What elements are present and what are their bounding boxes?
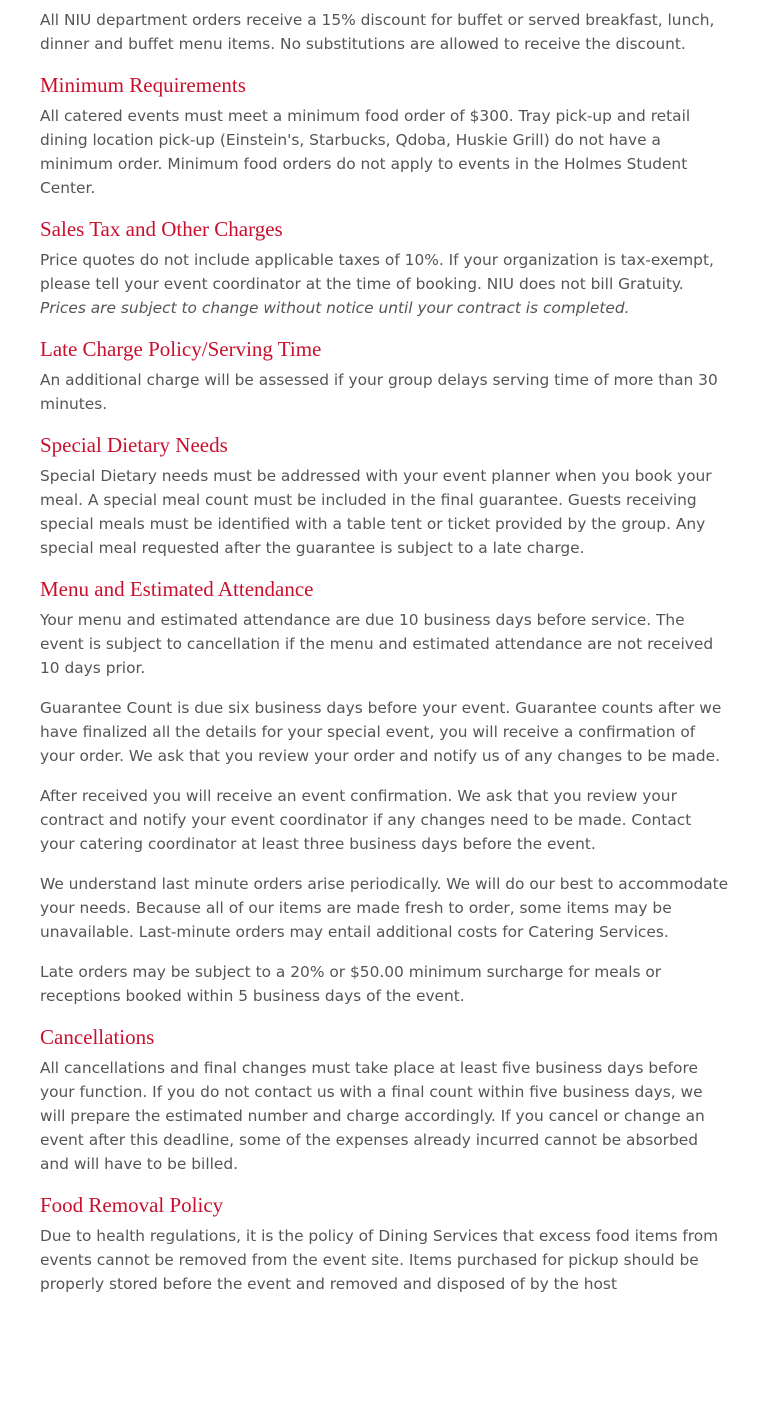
- menu-attendance-paragraph-5: Late orders may be subject to a 20% or $50.00 minimum surcharge for meals or receptions booked within 5 business days of the event.: [40, 963, 662, 1005]
- sales-tax-paragraph: [40, 248, 730, 320]
- food-removal-heading: Food Removal Policy: [40, 1193, 224, 1217]
- cancellations-heading: Cancellations: [40, 1025, 155, 1049]
- late-charge-heading: Late Charge Policy/Serving Time: [40, 337, 322, 361]
- menu-attendance-paragraph-2: Guarantee Count is due six business days before your event. Guarantee counts after we have finalized all the details for your special event, you will receive a confirmation of your order. We ask that you review your order and notify us of any changes to be made.: [40, 699, 722, 765]
- menu-attendance-paragraph-1: Your menu and estimated attendance are due 10 business days before service. The event is subject to cancellation if the menu and estimated attendance are not received 10 days prior.: [40, 611, 714, 677]
- cancellations-paragraph: All cancellations and final changes must take place at least five business days before your function. If you do not contact us with a final count within five business days, we will prepare the estimated number and charge accordingly. If you cancel or change an event after this deadline, some of the expenses already incurred cannot be absorbed and will have to be billed.: [40, 1059, 705, 1173]
- menu-attendance-paragraph-4: We understand last minute orders arise periodically. We will do our best to accommodate your needs. Because all of our items are made fresh to order, some items may be unavailable. Last-minute orders may entail additional costs for Catering Services.: [40, 875, 729, 941]
- late-charge-paragraph: An additional charge will be assessed if your group delays serving time of more than 30 minutes.: [40, 371, 718, 413]
- menu-attendance-heading: Menu and Estimated Attendance: [40, 577, 314, 601]
- menu-attendance-paragraph-3: After received you will receive an event confirmation. We ask that you review your contract and notify your event coordinator if any changes need to be made. Contact your catering coordinator at least three business days before the event.: [40, 787, 692, 853]
- special-dietary-heading: Special Dietary Needs: [40, 433, 228, 457]
- minimum-requirements-paragraph: All catered events must meet a minimum food order of $300. Tray pick-up and retail dining location pick-up (Einstein's, Starbucks, Qdoba, Huskie Grill) do not have a minimum order. Minimum food orders do not apply to events in the Holmes Student Center.: [40, 107, 691, 197]
- special-dietary-paragraph: Special Dietary needs must be addressed with your event planner when you book your meal. A special meal count must be included in the final guarantee. Guests receiving special meals must be identified with a table tent or ticket provided by the group. Any special meal requested after the guarantee is subject to a late charge.: [40, 467, 712, 557]
- policy-content: [40, 8, 730, 1312]
- food-removal-paragraph: Due to health regulations, it is the policy of Dining Services that excess food items from events cannot be removed from the event site. Items purchased for pickup should be properly stored before the event and removed and disposed of by the host: [40, 1227, 719, 1293]
- minimum-requirements-heading: Minimum Requirements: [40, 73, 246, 97]
- price-change-note: Prices are subject to change without notice until your contract is completed.: [40, 299, 630, 317]
- sales-tax-heading: Sales Tax and Other Charges: [40, 217, 283, 241]
- sales-tax-text: Price quotes do not include applicable taxes of 10%. If your organization is tax-exempt, please tell your event coordinator at the time of booking. NIU does not bill Gratuity.: [40, 251, 714, 293]
- discount-paragraph: All NIU department orders receive a 15% discount for buffet or served breakfast, lunch, dinner and buffet menu items. No substitutions are allowed to receive the discount.: [40, 11, 715, 53]
